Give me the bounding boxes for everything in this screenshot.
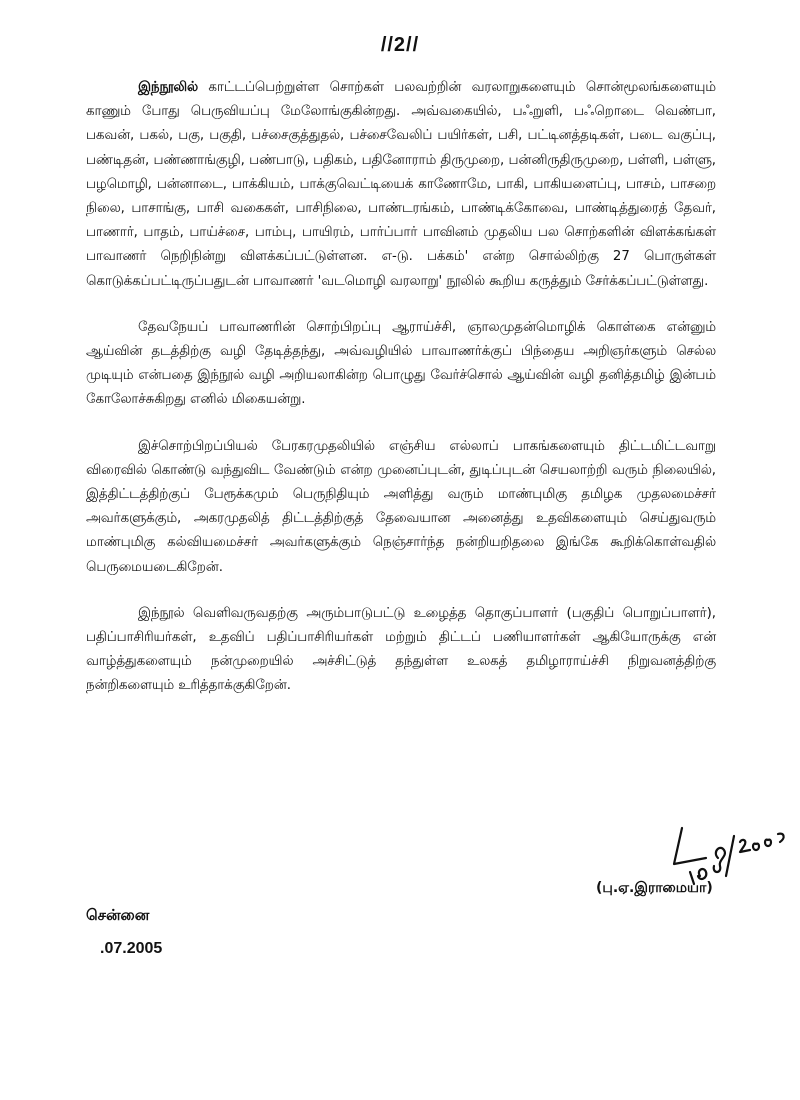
page-number: //2// [380,34,420,56]
paragraph-text: இச்சொற்பிறப்பியல் பேரகரமுதலியில் எஞ்சிய எல்லாப் பாகங்களையும் திட்டமிட்டவாறு விரைவில் கொண்டு வந்துவிட வேண்டும் என்ற முனைப்புடன், துடிப்புடன் செயலாற்றி வரும் நிலையில், இத்திட்டத்திற்குப் பேரூக்கமும் பெருநிதியும் அளித்து வரும் மாண்புமிகு தமிழக முதலமைச்சர் அவர்களுக்கும், அகரமுதலித் திட்டத்திற்குத் தேவையான அனைத்து உதவிகளையும் செய்துவரும் மாண்புமிகு கல்வியமைச்சர் அவர்களுக்கும் நெஞ்சார்ந்த நன்றியறிதலை இங்கே கூறிக்கொள்வதில் பெருமையடைகிறேன். [86,438,716,575]
paragraph-text: இந்நூல் வெளிவருவதற்கு அரும்பாடுபட்டு உழைத்த தொகுப்பாளர் (பகுதிப் பொறுப்பாளர்), பதிப்பாசிரியர்கள், உதவிப் பதிப்பாசிரியர்கள் மற்றும் திட்டப் பணியாளர்கள் ஆகியோருக்கு என் வாழ்த்துகளையும் நன்முறையில் அச்சிட்டுத் தந்துள்ள உலகத் தமிழாராய்ச்சி நிறுவனத்திற்கு நன்றிகளையும் உரித்தாக்குகிறேன். [86,605,717,694]
handwritten-signature [660,818,800,888]
document-body [86,76,716,699]
paragraph-1 [86,76,716,294]
date: .07.2005 [100,940,163,957]
paragraph-text: தேவநேயப் பாவாணரின் சொற்பிறப்பு ஆராய்ச்சி, ஞாலமுதன்மொழிக் கொள்கை என்னும் ஆய்வின் தடத்திற்கு வழி தேடித்தந்து, அவ்வழியில் பாவாணர்க்குப் பிந்தைய அறிஞர்களும் செல்ல முடியும் என்பதை இந்நூல் வழி அறியலாகின்ற பொழுது வேர்ச்சொல் ஆய்வின் வழி தனித்தமிழ் இன்பம் கோலோச்சுகிறது எனில் மிகையன்று. [86,319,716,408]
paragraph-lead: இந்நூலில் [138,80,199,95]
signatory-name: (பு.ஏ.இராமையா) [596,880,713,896]
paragraph-2 [86,316,716,413]
paragraph-3 [86,435,716,580]
paragraph-4 [86,602,716,699]
place: சென்னை [86,906,150,924]
paragraph-text: காட்டப்பெற்றுள்ள சொற்கள் பலவற்றின் வரலாறுகளையும் சொன்மூலங்களையும் காணும் போது பெருவியப்பு மேலோங்குகின்றது. அவ்வகையில், பஃறுளி, பஃறொடை வெண்பா, பகவன், பகல், பகு, பகுதி, பச்சைகுத்துதல், பச்சைவேலிப் பயிர்கள், பசி, பட்டினத்தடிகள், படை வகுப்பு, பண்டிதன், பண்ணாங்குழி, பண்பாடு, பதிகம், பதினோராம் திருமுறை, பன்னிருதிருமுறை, பள்ளி, பள்ளு, பழமொழி, பன்னாடை, பாக்கியம், பாக்குவெட்டியைக் காணோமே, பாகி, பாகியளைப்பு, பாசம், பாசறை நிலை, பாசாங்கு, பாசி வகைகள், பாசிநிலை, பாண்டரங்கம், பாண்டிக்கோவை, பாண்டித்துரைத் தேவர், பாணார், பாதம், பாய்ச்சை, பாம்பு, பாயிரம், பார்ப்பார் பாவினம் முதலிய பல சொற்களின் விளக்கங்கள் பாவாணர் நெறிநின்று விளக்கப்பட்டுள்ளன. எ-டு. பக்கம்' என்ற சொல்லிற்கு 27 பொருள்கள் கொடுக்கப்பட்டிருப்பதுடன் பாவாணர் 'வடமொழி வரலாறு' நூலில் கூறிய கருத்தும் சேர்க்கப்பட்டுள்ளது. [86,80,716,289]
